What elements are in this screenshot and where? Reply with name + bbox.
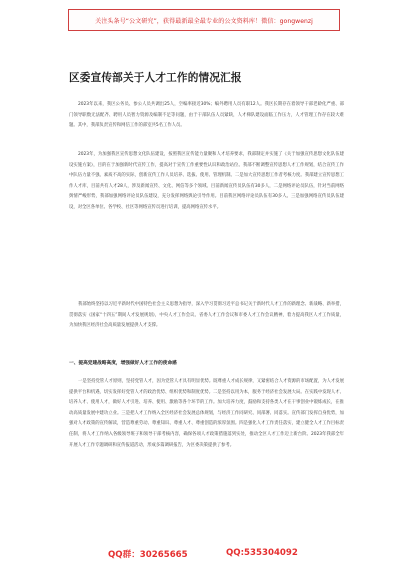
paragraph-2: 2023年，为加强我区宣传思想文化队伍建设，按照我区宣传能力量聚和人才培养要求，我部制定并实施了《关于加强宣传思想文化队伍建设实施方案》，目的在于加强新时代宣传工作，提高对于宣传工作重要性认识和政治站位。我部不断调整宣传思想人才工作规划，结合宣传工作中队伍力量不强、素质不高的实际，创新宣传工作人员培养、选拔、使用、管理机制。二是加大宣传思想工作者考核力度。我部建立宣传思想工作人才库，目前共有人才28人，涉及新闻宣传、文化、网信等多个领域。目前新闻宣传员队伍有30多人，二是网络评论员队伍，针对当前网络舆情严峻形势，我部加强网络评论员队伍建设，充分发挥网络舆论引导作用。目前我区网络评论员队伍有30多人。三是加强网络宣传员队伍建设，对全区各单位、各学校、社区等网络宣传员进行培训，提高网络宣传水平。 — [69, 152, 344, 210]
promo-banner-text: 关注头条号“公文研究”，获得最新最全最专业的公文资料库！微信：gongwenzj — [95, 17, 313, 25]
footer-qq: QQ:535304092 — [226, 548, 298, 558]
promo-banner[interactable] — [68, 9, 340, 31]
document-title: 区委宣传部关于人才工作的情况汇报 — [69, 72, 242, 84]
paragraph-4: 一是坚持党管人才原则，坚持党管人才，因为党管人才具有明显优势。既尊重人才成长规律，又紧密结合人才资源的市场配置，为人才发展提供平台和机遇，切实发挥好党管人才的政治优势、组织优势和制度优势。二是坚持以用为本，服务于经济社会发展大局。在实践中发现人才、培养人才、使用人才，做好人才引进、培养、使用、激励等各个环节的工作。加大培养力度，鼓励和支持各类人才在干事创业中锻炼成长，在推动高质量发展中建功立业。三是把人才工作纳入全区经济社会发展总体规划，与经济工作同研究、同部署、同落实。宣传部门发挥自身优势，加强对人才政策的宣传解读，营造尊重劳动、尊重知识、尊重人才、尊重创造的浓厚氛围。四是强化人才工作责任落实，建立健全人才工作目标责任制，将人才工作纳入各级领导班子和领导干部考核内容，确保各项人才政策措施落到实处，推动全区人才工作迈上新台阶。2023年我部全年开展人才工作专题调研和宣传报道活动，形成多篇调研报告，为区委决策提供了参考。 — [69, 379, 344, 448]
section-heading-1: 一、提高党建战略高度，增强做好人才工作的使命感 — [69, 361, 177, 366]
footer-qq-group: QQ群：30265665 — [108, 550, 188, 560]
paragraph-3: 我部始终坚持以习近平新时代中国特色社会主义思想为指导，深入学习贯彻习近平总书记关于新时代人才工作的新理念、新战略、新举措，贯彻落实《国家“十四五”期间人才发展规划》，中央人才工作会议、省委人才工作会议和市委人才工作会议精神，着力提高我区人才工作质量，为加快我区经济社会高质量发展提供人才支撑。 — [69, 302, 344, 329]
paragraph-1: 2023年以来，我区公务员、参公人员共调出25人，空编率接近30%；编外聘用人员有职12人。我区长期存在着领导干部老龄化严重、部门领导职数无法配齐、聘用人员智力资源及编制不足等问题，由于干部队伍人员紧缺，人才梯队建设面临工作压力，人才管理工作存在较大难题。其中，我部负责宣传和网信工作的部室共5名工作人员。 — [69, 102, 344, 129]
